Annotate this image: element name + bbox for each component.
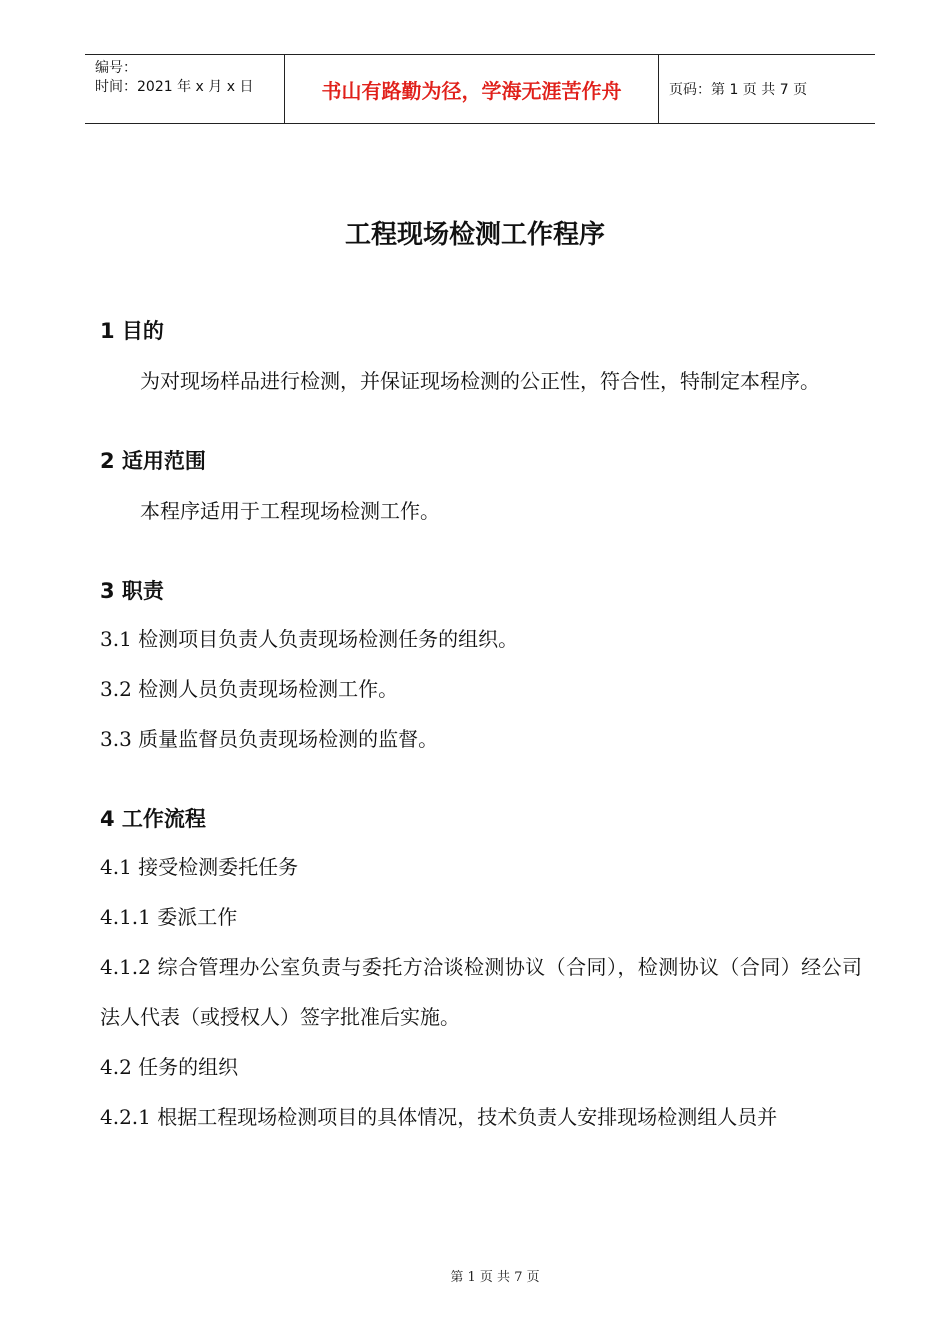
list-item: 4.1.1 委派工作 <box>100 905 238 929</box>
document-title: 工程现场检测工作程序 <box>344 220 605 250</box>
section-body-scope: 本程序适用于工程现场检测工作。 <box>140 499 440 523</box>
list-item: 4.2 任务的组织 <box>100 1055 239 1079</box>
section-heading-scope: 2 适用范围 <box>100 449 206 473</box>
list-item: 3.3 质量监督员负责现场检测的监督。 <box>100 727 439 751</box>
section-heading-responsibilities: 3 职责 <box>100 579 164 603</box>
section-body-purpose: 为对现场样品进行检测，并保证现场检测的公正性，符合性，特制定本程序。 <box>140 369 820 393</box>
page-footer: 第 1 页 共 7 页 <box>450 1270 540 1285</box>
document-number-label: 编号： <box>95 60 137 76</box>
header-page-info: 页码：第 1 页 共 7 页 <box>669 82 808 98</box>
list-item: 4.2.1 根据工程现场检测项目的具体情况，技术负责人安排现场检测组人员并 <box>100 1105 778 1129</box>
list-item: 3.1 检测项目负责人负责现场检测任务的组织。 <box>100 627 519 651</box>
document-body <box>100 316 862 1142</box>
section-heading-purpose: 1 目的 <box>100 319 164 343</box>
list-item: 4.1 接受检测委托任务 <box>100 855 299 879</box>
list-item: 3.2 检测人员负责现场检测工作。 <box>100 677 399 701</box>
document-date: 时间：2021 年 x 月 x 日 <box>95 79 254 95</box>
header-meta <box>85 55 285 123</box>
header-motto: 书山有路勤为径，学海无涯苦作舟 <box>285 55 659 123</box>
list-item: 4.1.2 综合管理办公室负责与委托方洽谈检测协议（合同），检测协议（合同）经公司法人代表（或授权人）签字批准后实施。 <box>100 955 862 1029</box>
document-header <box>85 54 875 124</box>
section-heading-workflow: 4 工作流程 <box>100 807 206 831</box>
